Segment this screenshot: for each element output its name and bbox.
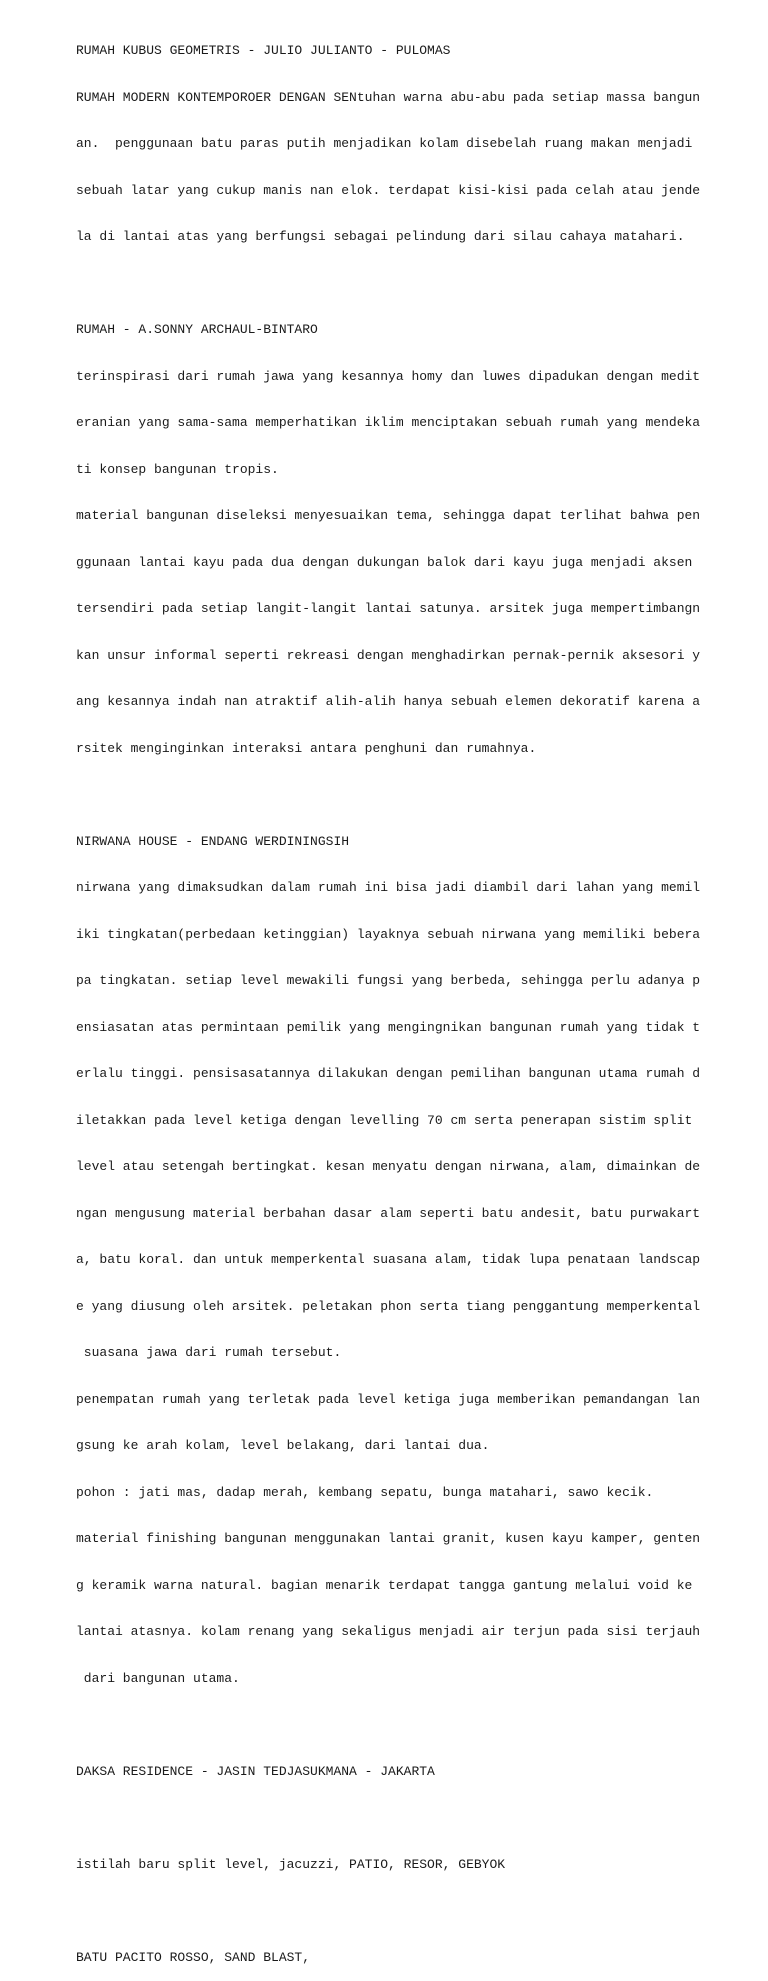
paragraph-line: g keramik warna natural. bagian menarik terdapat tangga gantung melalui void ke: [76, 1577, 693, 1593]
paragraph-line: nirwana yang dimaksudkan dalam rumah ini bisa jadi diambil dari lahan yang memil: [76, 880, 701, 895]
paragraph-line: level atau setengah bertingkat. kesan menyatu dengan nirwana, alam, dimainkan de: [76, 1159, 701, 1174]
paragraph-line: RUMAH MODERN KONTEMPOROER DENGAN SENtuhan warna abu-abu pada setiap massa bangun: [76, 89, 701, 105]
paragraph-line: e yang diusung oleh arsitek. peletakan phon serta tiang penggantung memperkental: [76, 1298, 701, 1314]
heading-rumah-kubus: RUMAH KUBUS GEOMETRIS - JULIO JULIANTO - PULOMAS: [76, 43, 451, 58]
blank-line: [76, 787, 756, 803]
paragraph-line: tersendiri pada setiap langit-langit lantai satunya. arsitek juga mempertimbangn: [76, 601, 701, 616]
paragraph-line: rsitek menginginkan interaksi antara penghuni dan rumahnya.: [76, 740, 537, 756]
paragraph-line: ngan mengusung material berbahan dasar alam seperti batu andesit, batu purwakart: [76, 1205, 701, 1221]
heading-nirwana-house: NIRWANA HOUSE - ENDANG WERDININGSIH: [76, 833, 350, 849]
blank-line: [76, 1810, 756, 1826]
document-page: [76, 12, 756, 1981]
paragraph-line: material bangunan diseleksi menyesuaikan tema, sehingga dapat terlihat bahwa pen: [76, 508, 701, 523]
heading-rumah-sonny: RUMAH - A.SONNY ARCHAUL-BINTARO: [76, 322, 318, 337]
paragraph-line: ensiasatan atas permintaan pemilik yang mengingnikan bangunan rumah yang tidak t: [76, 1019, 701, 1035]
paragraph-line: kan unsur informal seperti rekreasi dengan menghadirkan pernak-pernik aksesori y: [76, 647, 701, 663]
paragraph-line: dari bangunan utama.: [76, 1670, 240, 1686]
paragraph-line: ang kesannya indah nan atraktif alih-alih hanya sebuah elemen dekoratif karena a: [76, 694, 701, 709]
paragraph-line: eranian yang sama-sama memperhatikan iklim menciptakan sebuah rumah yang mendeka: [76, 415, 701, 430]
paragraph-line: suasana jawa dari rumah tersebut.: [76, 1345, 342, 1360]
paragraph-line: iletakkan pada level ketiga dengan levelling 70 cm serta penerapan sistim split: [76, 1112, 693, 1128]
heading-daksa-residence: DAKSA RESIDENCE - JASIN TEDJASUKMANA - JAKARTA: [76, 1763, 435, 1779]
blank-line: [76, 1717, 756, 1733]
blank-line: [76, 276, 756, 292]
paragraph-line: pa tingkatan. setiap level mewakili fungsi yang berbeda, sehingga perlu adanya p: [76, 973, 701, 988]
paragraph-line: la di lantai atas yang berfungsi sebagai pelindung dari silau cahaya matahari.: [76, 229, 685, 244]
paragraph-line: iki tingkatan(perbedaan ketinggian) layaknya sebuah nirwana yang memiliki bebera: [76, 926, 701, 942]
paragraph-line: pohon : jati mas, dadap merah, kembang sepatu, bunga matahari, sawo kecik.: [76, 1484, 654, 1500]
paragraph-line: material finishing bangunan menggunakan lantai granit, kusen kayu kamper, genten: [76, 1531, 701, 1546]
materials-line: BATU PACITO ROSSO, SAND BLAST,: [76, 1949, 311, 1965]
paragraph-line: penempatan rumah yang terletak pada level ketiga juga memberikan pemandangan lan: [76, 1391, 701, 1407]
paragraph-line: a, batu koral. dan untuk memperkental suasana alam, tidak lupa penataan landscap: [76, 1252, 701, 1267]
paragraph-line: ti konsep bangunan tropis.: [76, 461, 279, 477]
terms-line: istilah baru split level, jacuzzi, PATIO, RESOR, GEBYOK: [76, 1856, 506, 1872]
paragraph-line: terinspirasi dari rumah jawa yang kesannya homy dan luwes dipadukan dengan medit: [76, 368, 701, 384]
paragraph-line: lantai atasnya. kolam renang yang sekaligus menjadi air terjun pada sisi terjauh: [76, 1624, 701, 1639]
blank-line: [76, 1903, 756, 1919]
paragraph-line: ggunaan lantai kayu pada dua dengan dukungan balok dari kayu juga menjadi aksen: [76, 554, 693, 570]
paragraph-line: erlalu tinggi. pensisasatannya dilakukan dengan pemilihan bangunan utama rumah d: [76, 1066, 701, 1081]
paragraph-line: gsung ke arah kolam, level belakang, dari lantai dua.: [76, 1438, 490, 1453]
paragraph-line: sebuah latar yang cukup manis nan elok. terdapat kisi-kisi pada celah atau jende: [76, 182, 701, 198]
paragraph-line: an. penggunaan batu paras putih menjadikan kolam disebelah ruang makan menjadi: [76, 136, 693, 151]
